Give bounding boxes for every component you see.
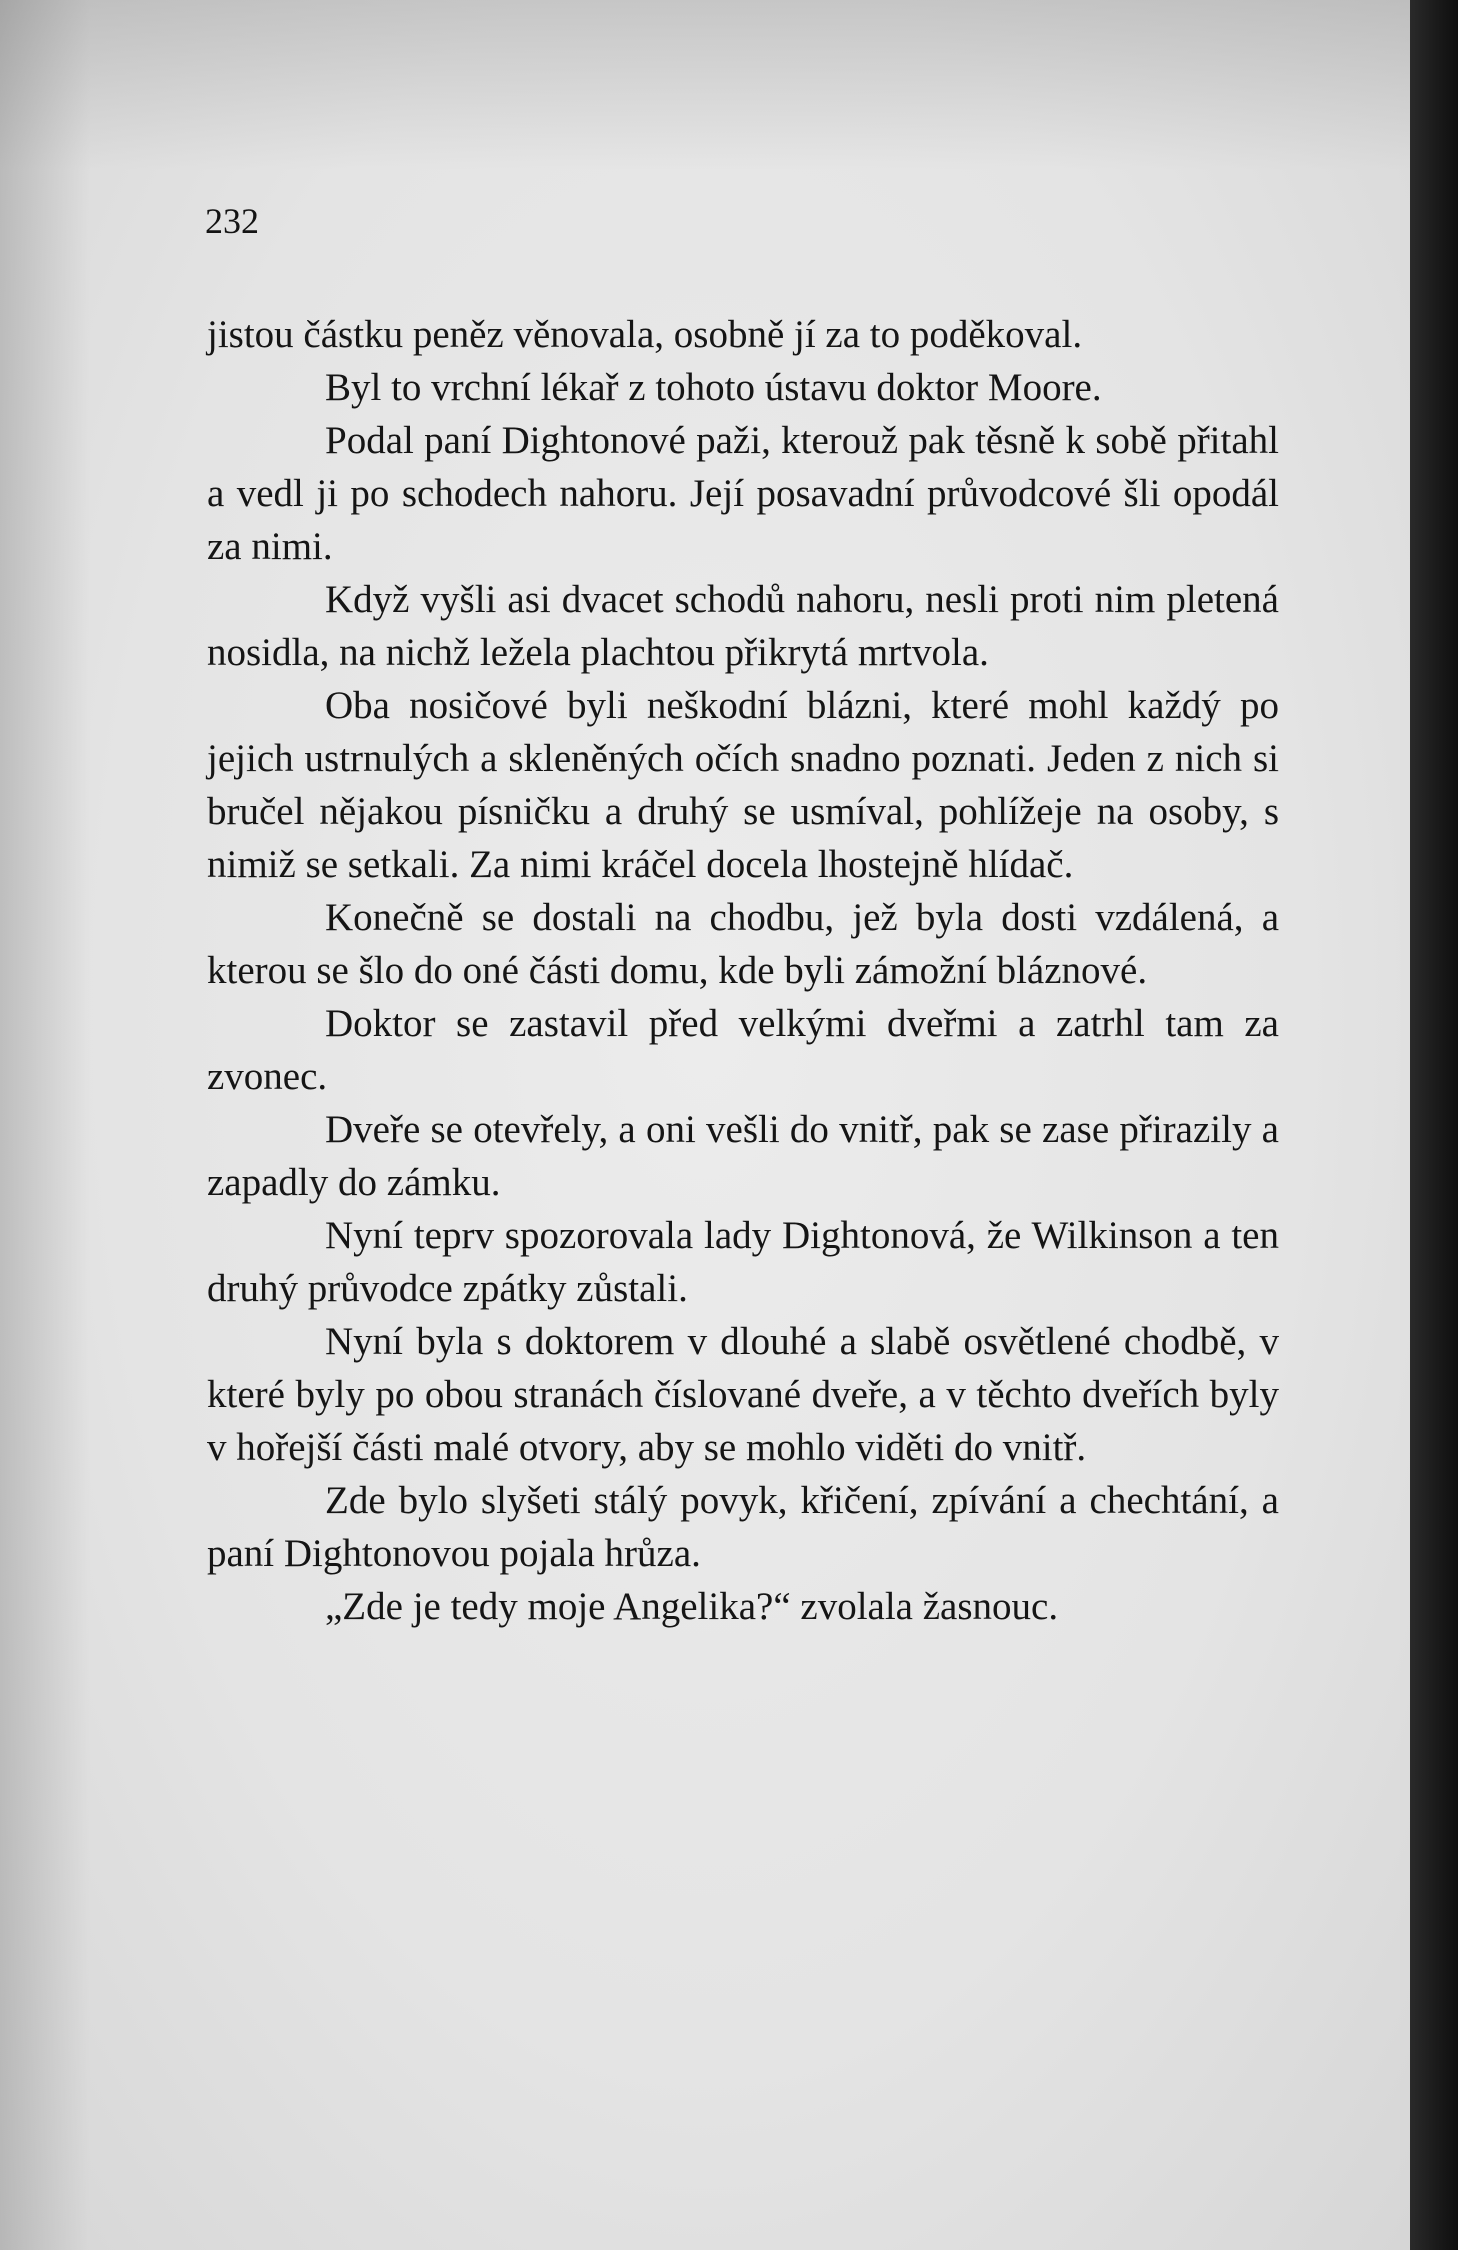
paragraph: Podal paní Dightonové paži, kterouž pak těsně k sobě přitahl a vedl ji po schodech nahoru. Její posavadní průvodcové šli opodál za nimi. bbox=[207, 419, 1279, 568]
paragraph: Byl to vrchní lékař z tohoto ústavu doktor Moore. bbox=[325, 366, 1102, 409]
paragraph: Nyní teprv spozorovala lady Dightonová, že Wilkinson a ten druhý průvodce zpátky zůstali. bbox=[207, 1214, 1279, 1310]
paragraph: Konečně se dostali na chodbu, jež byla dosti vzdálená, a kterou se šlo do oné části domu, kde byli zámožní bláznové. bbox=[207, 896, 1279, 992]
paragraph: jistou částku peněz věnovala, osobně jí za to poděkoval. bbox=[207, 313, 1083, 356]
paragraph: Doktor se zastavil před velkými dveřmi a zatrhl tam za zvonec. bbox=[207, 1002, 1279, 1098]
paragraph: Dveře se otevřely, a oni vešli do vnitř, pak se zase přirazily a zapadly do zámku. bbox=[207, 1108, 1279, 1204]
paragraph: Když vyšli asi dvacet schodů nahoru, nesli proti nim pletená nosidla, na nichž ležela plachtou přikrytá mrtvola. bbox=[207, 578, 1279, 674]
paragraph: „Zde je tedy moje Angelika?“ zvolala žasnouc. bbox=[325, 1585, 1059, 1628]
page-number: 232 bbox=[205, 201, 259, 241]
paragraph: Nyní byla s doktorem v dlouhé a slabě osvětlené chodbě, v které byly po obou stranách číslované dveře, a v těchto dveřích byly v hořejší části malé otvory, aby se mohlo viděti do vnitř. bbox=[207, 1320, 1279, 1469]
paragraph: Oba nosičové byli neškodní blázni, které mohl každý po jejich ustrnulých a skleněných očích snadno poznati. Jeden z nich si bručel nějakou písničku a druhý se usmíval, pohlížeje na osoby, s nimiž se setkali. Za nimi kráčel docela lhostejně hlídač. bbox=[207, 684, 1279, 886]
scan-edge-shadow bbox=[1410, 0, 1458, 2250]
paragraph: Zde bylo slyšeti stálý povyk, křičení, zpívání a chechtání, a paní Dightonovou pojala hrůza. bbox=[207, 1479, 1279, 1575]
body-text bbox=[207, 308, 1279, 1633]
